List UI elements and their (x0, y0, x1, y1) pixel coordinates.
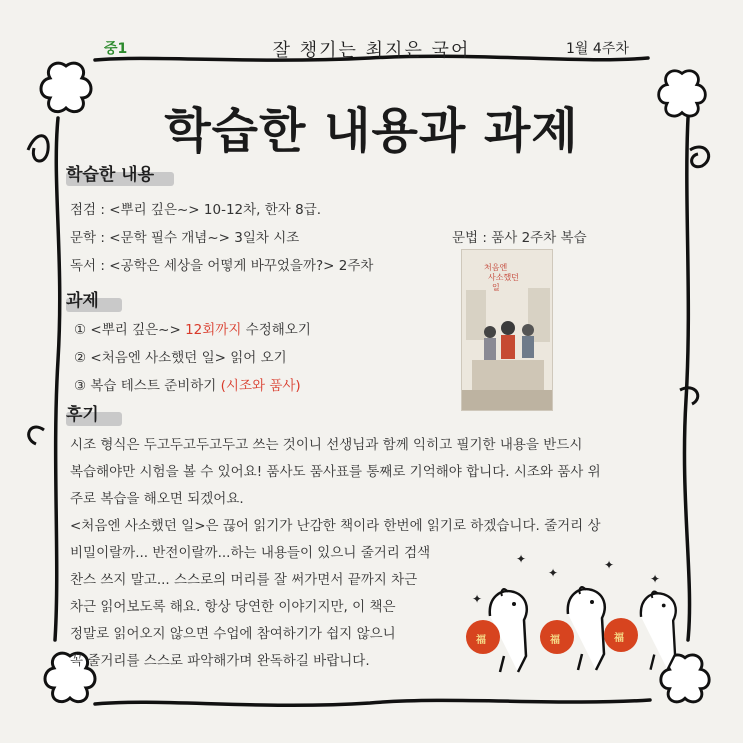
grade-label: 중1 (104, 41, 128, 57)
review-line: 비밀이랄까... 반전이랄까...하는 내용들이 있으니 줄거리 검색 (70, 545, 431, 561)
review-line: 주로 복습을 해오면 되겠어요. (70, 491, 244, 507)
study-line-literature: 문학 : <문학 필수 개념~> 3일차 시조 (70, 230, 300, 246)
book-title-line2: 사소했던 (488, 273, 519, 282)
week-label: 1월 4주차 (566, 41, 629, 57)
sparkle-icon: ✦ (516, 552, 527, 566)
lucky-bag-label: 福 (476, 635, 486, 646)
review-line: 복습해야만 시험을 볼 수 있어요! 품사도 품사표를 통째로 기억해야 합니다. 시조와 품사 위 (70, 464, 601, 480)
lucky-bag-label: 福 (550, 635, 560, 646)
sparkle-icon: ✦ (650, 572, 661, 586)
study-heading: 학습한 내용 (66, 165, 155, 185)
review-line: 꼭 줄거리를 스스로 파악해가며 완독하길 바랍니다. (70, 653, 370, 669)
book-title-line3: 일 (492, 283, 500, 292)
sparkle-icon: ✦ (604, 558, 615, 572)
review-heading: 후기 (66, 405, 99, 425)
review-line: <처음엔 사소했던 일>은 끊어 읽기가 난감한 책이라 한번에 읽기로 하겠습니다. 줄거리 상 (70, 518, 601, 534)
review-line: 정말로 읽어오지 않으면 수업에 참여하기가 쉽지 않으니 (70, 626, 396, 642)
study-line-reading: 독서 : <공학은 세상을 어떻게 바꾸었을까?> 2주차 (70, 258, 374, 274)
book-cover-image (461, 249, 553, 411)
sparkle-icon: ✦ (472, 592, 483, 606)
sparkle-icon: ✦ (548, 566, 559, 580)
study-line-grammar: 문법 : 품사 2주차 복습 (452, 230, 587, 246)
task-item-2: ② <처음엔 사소했던 일> 읽어 오기 (74, 350, 287, 366)
review-line: 찬스 쓰지 말고... 스스로의 머리를 잘 써가면서 끝까지 차근 (70, 572, 418, 588)
task-item-1: ① <뿌리 깊은~> 12회까지 수정해오기 (74, 322, 311, 338)
study-line-check: 점검 : <뿌리 깊은~> 10-12차, 한자 8급. (70, 202, 322, 218)
book-title-line1: 처음엔 (484, 263, 508, 272)
review-line: 시조 형식은 두고두고두고두고 쓰는 것이니 선생님과 함께 익히고 필기한 내용을 반드시 (70, 437, 583, 453)
page-title: 학습한 내용과 과제 (164, 103, 579, 159)
task-item-3: ③ 복습 테스트 준비하기 (시조와 품사) (74, 378, 301, 394)
header-subtitle: 잘 챙기는 최지은 국어 (272, 40, 471, 61)
lucky-bag-label: 福 (614, 633, 624, 644)
tasks-heading: 과제 (66, 291, 99, 311)
review-line: 차근 읽어보도록 해요. 항상 당연한 이야기지만, 이 책은 (70, 599, 396, 615)
